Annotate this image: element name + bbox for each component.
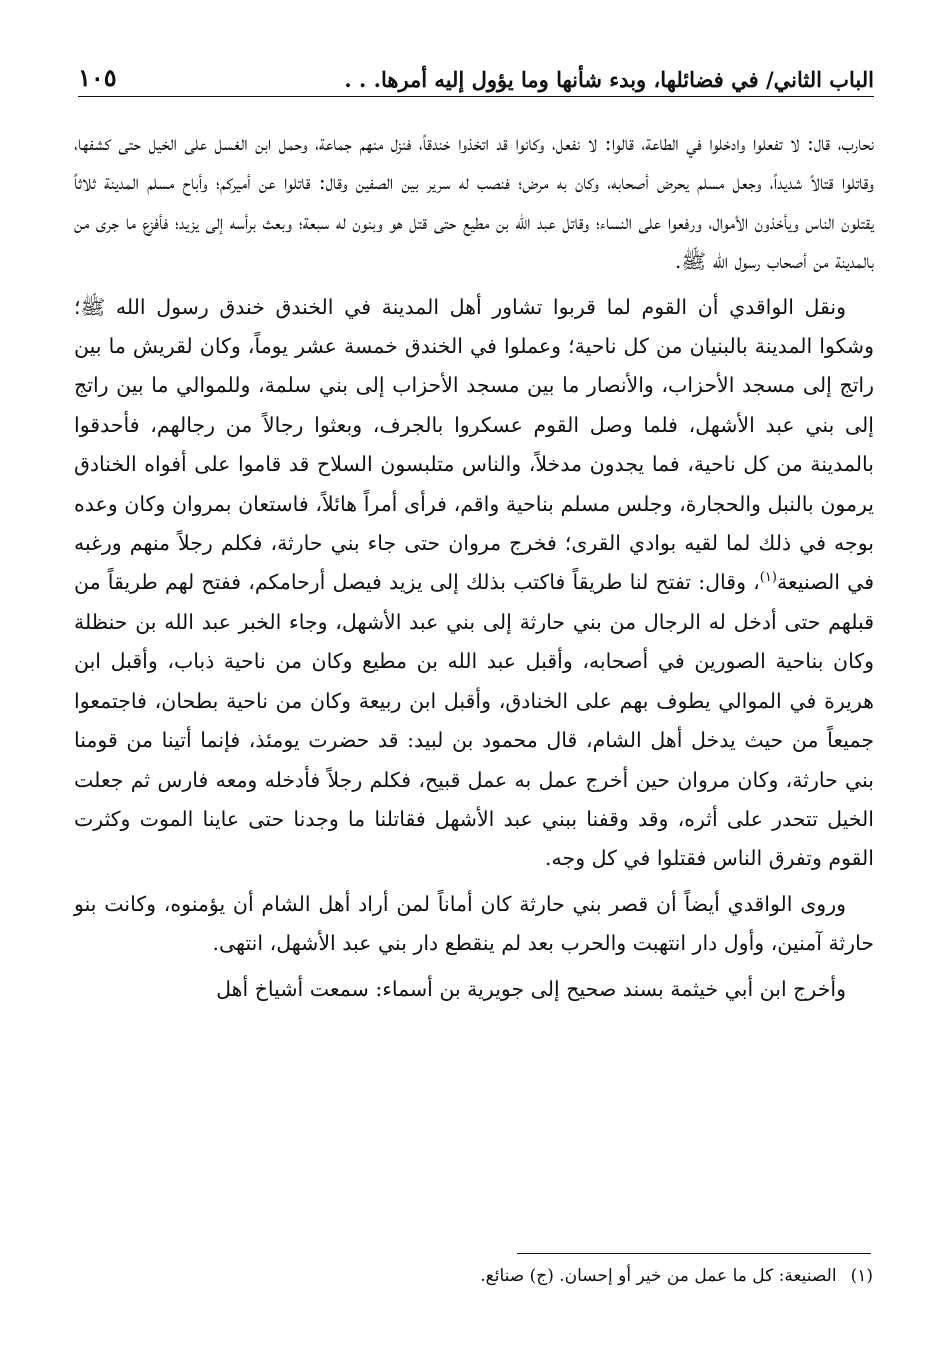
paragraph-1: نحارب، قال: لا تفعلوا وادخلوا في الطاعة، قالوا: لا نفعل، وكانوا قد اتخذوا خندقاً، فنزل منهم جماعة، وحمل ابن الغسل على الخيل حتى كشفها، وقاتلوا قتالاً شديداً، وجعل مسلم يحرض أصحابه، وكان به مرض؛ فنصب له سرير بين الصفين وقال: قاتلوا عن أميركم؛ وأباح مسلم المدينة ثلاثاً يقتلون الناس ويأخذون الأموال، ورفعوا على النساء؛ وقاتل عبد الله بن مطيع حتى قتل هو وبنون له سبعة؛ وبعث برأسه إلى يزيد؛ فأفزع ما جرى من بالمدينة من أصحاب رسول الله ﷺ.	[74, 131, 874, 274]
running-head: الباب الثاني/ في فضائلها، وبدء شأنها وما يؤول إليه أمرها. . .	[344, 67, 874, 92]
footnote-item	[300, 1262, 873, 1290]
paragraph-2	[74, 288, 874, 879]
footnote-divider	[517, 1253, 871, 1254]
footnotes	[300, 1262, 873, 1290]
footnote-reference[interactable]: (١)	[759, 570, 777, 586]
body-text	[74, 124, 874, 1015]
footnote-text: الصنيعة: كل ما عمل من خير أو إحسان. (ج) صنائع.	[480, 1266, 837, 1286]
page-header	[78, 58, 874, 97]
paragraph-2-before: ونقل الواقدي أن القوم لما قربوا تشاور أهل المدينة في الخندق خندق رسول الله ﷺ؛ وشكوا المدينة بالبنيان من كل ناحية؛ وعملوا في الخندق خمسة عشر يوماً، وكان لقريش ما بين راتج إلى مسجد الأحزاب، والأنصار ما بين مسجد الأحزاب إلى بني سلمة، وللموالي ما بين راتج إلى بني عبد الأشهل، فلما وصل القوم عسكروا بالجرف، وبعثوا رجالاً من رجالهم، فأحدقوا بالمدينة من كل ناحية، فما يجدون مدخلاً، والناس متلبسون السلاح قد قاموا على أفواه الخنادق يرمون بالنبل والحجارة، وجلس مسلم بناحية واقم، فرأى أمراً هائلاً، فاستعان بمروان وكان وعده بوجه في ذلك لما لقيه بوادي القرى؛ فخرج مروان حتى جاء بني حارثة، فكلم رجلاً منهم ورغبه في الصنيعة	[74, 294, 874, 595]
paragraph-2-after: ، وقال: تفتح لنا طريقاً فاكتب بذلك إلى يزيد فيصل أرحامكم، ففتح لهم طريقاً من قبلهم حتى أدخل له الرجال من بني حارثة إلى بني عبد الأشهل، وجاء الخبر عبد الله بن حنظلة وكان بناحية الصورين في أصحابه، وأقبل عبد الله بن مطيع وكان من ناحية ذباب، وأقبل ابن هريرة في الموالي يطوف بهم على الخنادق، وأقبل ابن ربيعة وكان من ناحية بطحان، فاجتمعوا جميعاً من حيث يدخل أهل الشام، قال محمود بن لبيد: قد حضرت يومئذ، فإنما أتينا من قومنا بني حارثة، وكان مروان حين أخرج عمل به عمل قبيح، فكلم رجلاً فأدخله ومعه فارس ثم جعلت الخيل تتحدر على أثره، وقد وقفنا ببني عبد الأشهل فقاتلنا ما وجدنا حتى عاينا الموت وكثرت القوم وتفرق الناس فقتلوا في كل وجه.	[74, 570, 874, 871]
paragraph-3: وروى الواقدي أيضاً أن قصر بني حارثة كان أماناً لمن أراد أهل الشام أن يؤمنوه، وكانت بنو حارثة آمنين، وأول دار انتهبت والحرب بعد لم ينقطع دار بني عبد الأشهل، انتهى.	[74, 891, 874, 956]
footnote-number: (١)	[850, 1266, 873, 1286]
paragraph-4: وأخرج ابن أبي خيثمة بسند صحيح إلى جويرية بن أسماء: سمعت أشياخ أهل	[216, 976, 846, 1001]
page-number: ١٠٥	[78, 63, 117, 92]
